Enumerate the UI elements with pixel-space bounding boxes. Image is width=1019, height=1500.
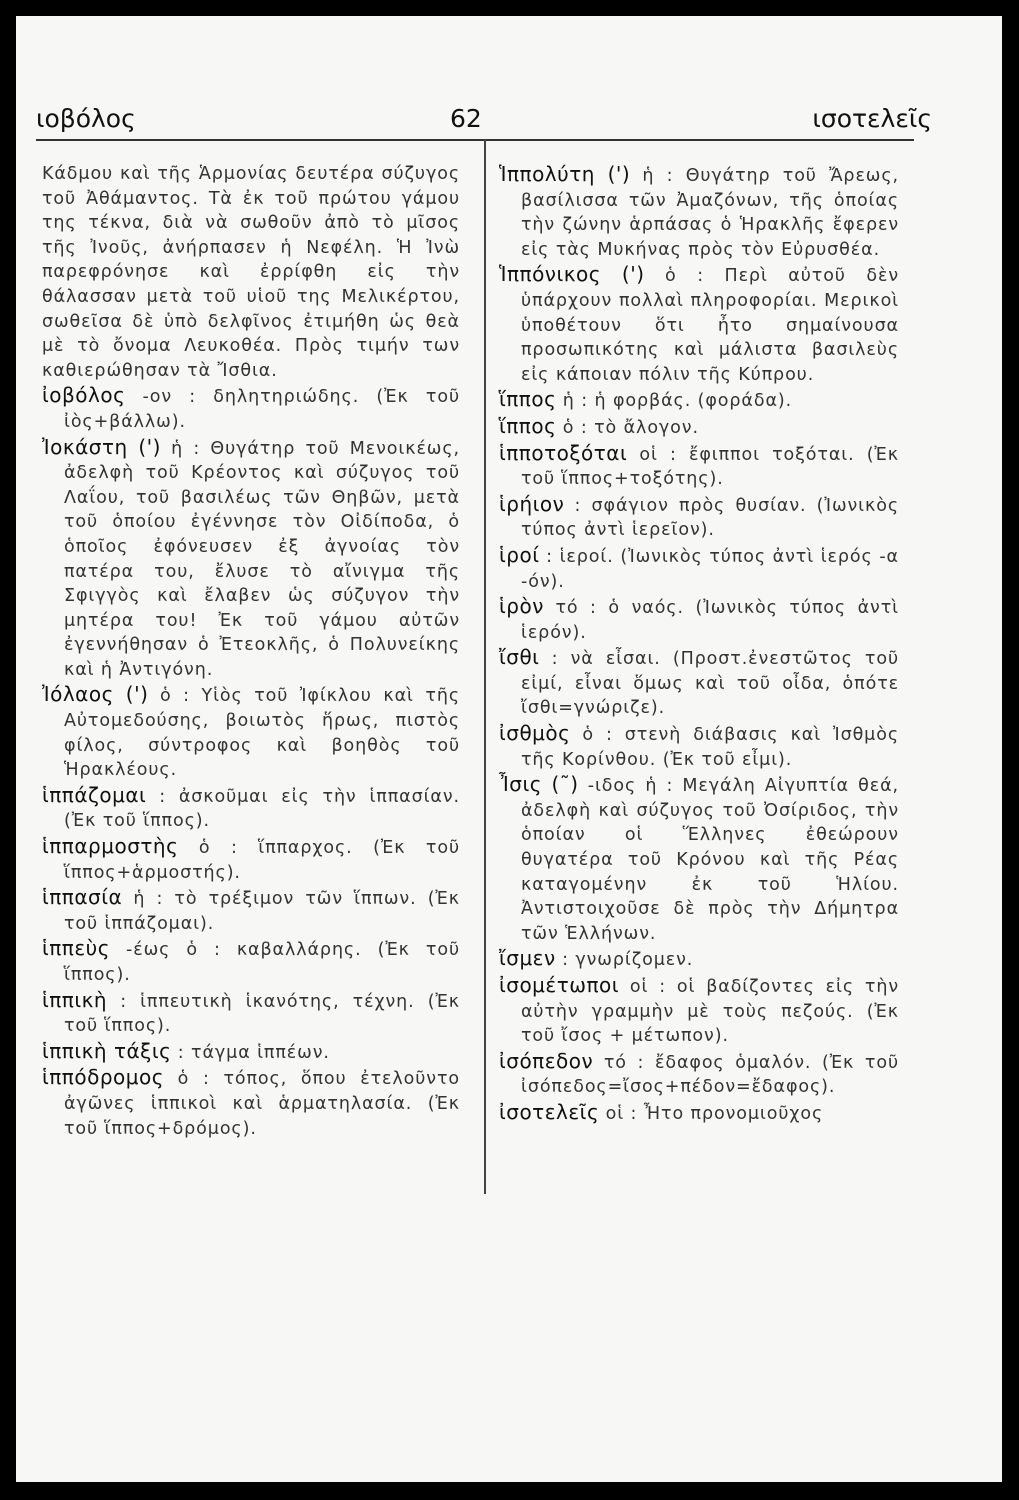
column-divider (484, 139, 486, 1194)
entry-definition: : γνωρίζομεν. (555, 950, 694, 971)
dictionary-entry (499, 645, 899, 721)
entry-headword: ἱππαρμοστὴς (42, 834, 179, 859)
left-column (42, 162, 460, 1141)
entry-headword: Ἱππόνικος (') (499, 262, 645, 287)
entry-headword: ἱροί (499, 542, 540, 567)
dictionary-entry (42, 1065, 460, 1141)
entry-definition: ἡ : ἡ φορβάς. (φοράδα). (556, 391, 793, 412)
dictionary-entry (42, 885, 460, 936)
dictionary-entry (499, 441, 899, 492)
dictionary-entry (42, 936, 460, 987)
entry-definition: : ἀσκοῦμαι εἰς τὴν ἱππασίαν. (Ἐκ τοῦ ἵππος). (64, 786, 460, 832)
entry-definition: : νὰ εἶσαι. (Προστ.ἐνεστῶτος τοῦ εἰμί, εἶναι ὅμως καὶ τοῦ οἶδα, ὁπότε ἴσθι=γνώριζε). (521, 649, 899, 719)
entry-definition: -έως ὁ : καβαλλάρης. (Ἐκ τοῦ ἵππος). (64, 940, 460, 985)
dictionary-entry (499, 162, 899, 262)
entry-headword: Ἶσις (˜) (499, 772, 579, 797)
entry-headword: ἴσμεν (499, 946, 556, 971)
entry-headword: ἱππόδρομος (42, 1065, 164, 1090)
page-number: 62 (450, 104, 482, 133)
entry-headword: ἰσομέτωποι (499, 973, 620, 997)
dictionary-entry (42, 682, 460, 782)
entry-definition: τό : ἔδαφος ὁμαλόν. (Ἐκ τοῦ ἰσόπεδος=ἴσος+πέδον=ἔδαφος). (521, 1052, 899, 1098)
entry-definition: -ιδος ἡ : Μεγάλη Αἰγυπτία θεά, ἀδελφὴ καὶ σύζυγος τοῦ Ὀσίριδος, τὴν ὁποίαν οἱ Ἕλληνες ἐθεώρουν θυγατέρα τοῦ Κρόνου καὶ τῆς Ρέας καταγομένην ἐκ τοῦ Ἡλίου. Ἀντιστοιχοῦσε δὲ πρὸς τὴν Δήμητρα τῶν Ἑλλήνων. (521, 776, 899, 944)
dictionary-entry (499, 262, 899, 387)
entry-headword: ἰσόπεδον (499, 1048, 594, 1073)
entry-definition: ὁ : Περὶ αὐτοῦ δὲν ὑπάρχουν πολλαὶ πληροφορίαι. Μερικοὶ ὑποθέτουν ὅτι ἦτο σημαίνουσα προσωπικότης καὶ μάλιστα βασιλεὺς εἰς κάποιαν πόλιν τῆς Κύπρου. (521, 266, 899, 385)
entry-definition: ὁ : τὸ ἄλογον. (556, 417, 699, 438)
dictionary-page (16, 16, 1002, 1482)
entry-headword: ἱππικὴ τάξις (42, 1038, 172, 1063)
entry-definition: ἡ : Θυγάτηρ τοῦ Μενοικέως, ἀδελφὴ τοῦ Κρέοντος καὶ σύζυγος τοῦ Λαΐου, τοῦ βασιλέως τῶν Θηβῶν, μετὰ τοῦ ὁποίου ἐγέννησε τὸν Οἰδίποδα, ὁ ὁποῖος ἐφόνευσεν ἐξ ἀγνοίας τὸν πατέρα του, ἔλυσε τὸ αἴνιγμα τῆς Σφιγγὸς καὶ ἔλαβεν ὡς σύζυγον τὴν μητέρα του! Ἐκ τοῦ γάμου αὐτῶν ἐγεννήθησαν ὁ Ἐτεοκλῆς, ὁ Πολυνείκης καὶ ἡ Ἀντιγόνη. (64, 438, 460, 680)
entry-headword: Ἰοκάστη (') (42, 434, 161, 459)
entry-definition: : σφάγιον πρὸς θυσίαν. (Ἰωνικὸς τύπος ἀντὶ ἱερεῖον). (521, 495, 899, 541)
dictionary-entry (499, 414, 899, 441)
entry-headword: ἰοβόλος (42, 383, 126, 408)
entry-headword: ἰσοτελεῖς (499, 1099, 600, 1124)
entry-headword: ἱππικὴ (42, 987, 108, 1012)
dictionary-entry (499, 973, 899, 1049)
entry-definition: ὁ : ἵππαρχος. (Ἐκ τοῦ ἵππος+ἁρμοστής). (64, 838, 460, 883)
dictionary-entry (499, 946, 899, 973)
entry-headword: ἵππος (499, 413, 557, 438)
dictionary-entry (42, 435, 460, 683)
dictionary-entry (499, 721, 899, 772)
dictionary-entry (499, 543, 899, 594)
running-head-last-word: ισοτελεῖς (812, 104, 932, 133)
header-rule (36, 139, 914, 141)
dictionary-entry (499, 492, 899, 543)
right-column (499, 162, 899, 1127)
dictionary-entry (42, 783, 460, 834)
entry-headword: ἱρήιον (499, 491, 565, 516)
dictionary-entry (499, 594, 899, 645)
entry-headword: ἱππάζομαι (42, 782, 147, 807)
entry-headword: ἱππεὺς (42, 936, 110, 961)
entry-definition: ὁ : τόπος, ὅπου ἐτελοῦντο ἀγῶνες ἱππικοὶ καὶ ἁρματηλασία. (Ἐκ τοῦ ἵππος+δρόμος). (64, 1069, 460, 1139)
entry-definition: οἱ : Ἦτο προνομιοῦχος (599, 1103, 824, 1124)
continued-entry-text: Κάδμου καὶ τῆς Ἁρμονίας δευτέρα σύζυγος τοῦ Ἀθάμαντος. Τὰ ἐκ τοῦ πρώτου γάμου της τέκνα, διὰ νὰ σωθοῦν ἀπὸ τὸ μῖσος τῆς Ἰνοῦς, ἀνήρπασεν ἡ Νεφέλη. Ἡ Ἰνὼ παρεφρόνησε καὶ ἐρρίφθη εἰς τὴν θάλασσαν μετὰ τοῦ υἱοῦ της Μελικέρτου, σωθεῖσα δὲ ὑπὸ δελφῖνος ἐτιμήθη ὡς θεὰ μὲ τὸ ὄνομα Λευκοθέα. Πρὸς τιμήν των καθιερώθησαν τὰ Ἴσθια. (42, 164, 460, 381)
dictionary-entry (499, 387, 899, 414)
entry-definition: : ἱεροί. (Ἰωνικὸς τύπος ἀντὶ ἱερός -α -όν). (521, 546, 899, 592)
dictionary-entry (499, 1100, 899, 1127)
running-head-first-word: ιοβόλος (36, 104, 136, 133)
left-entries (42, 383, 460, 1141)
entry-headword: Ἰόλαος (') (42, 682, 149, 707)
entry-headword: ἵππος (499, 387, 557, 412)
entry-definition: ἡ : τὸ τρέξιμον τῶν ἵππων. (Ἐκ τοῦ ἱππάζομαι). (64, 889, 460, 934)
dictionary-entry (42, 834, 460, 885)
dictionary-entry (42, 1039, 460, 1066)
entry-headword: ἱπποτοξόται (499, 440, 628, 465)
entry-definition: τό : ὁ ναός. (Ἰωνικὸς τύπος ἀντὶ ἱερόν). (521, 598, 899, 643)
entry-headword: ἴσθι (499, 645, 540, 670)
entry-definition: οἱ : οἱ βαδίζοντες εἰς τὴν αὐτὴν γραμμὴν μὲ τοὺς πεζούς. (Ἐκ τοῦ ἴσος + μέτωπον). (521, 977, 899, 1047)
dictionary-entry (42, 988, 460, 1039)
entry-definition: : τάγμα ἱππέων. (171, 1042, 330, 1063)
entry-definition: οἱ : ἔφιπποι τοξόται. (Ἐκ τοῦ ἵππος+τοξότης). (521, 444, 899, 490)
entry-headword: Ἱππολύτη (') (499, 162, 631, 186)
dictionary-entry (499, 772, 899, 946)
dictionary-entry (42, 383, 460, 434)
dictionary-entry (499, 1049, 899, 1100)
entry-definition: : ἱππευτικὴ ἱκανότης, τέχνη. (Ἐκ τοῦ ἵππος). (64, 991, 460, 1037)
entry-headword: ἱρὸν (499, 594, 544, 619)
entry-definition: ὁ : στενὴ διάβασις καὶ Ἰσθμὸς τῆς Κορίνθου. (Ἐκ τοῦ εἶμι). (521, 725, 899, 770)
entry-definition: ἡ : Θυγάτηρ τοῦ Ἄρεως, βασίλισσα τῶν Ἀμαζόνων, τῆς ὁποίας τὴν ζώνην ἁρπάσας ὁ Ἡρακλῆς ἔφερεν εἰς τὰς Μυκήνας πρὸς τὸν Εὐρυσθέα. (521, 166, 899, 260)
entry-definition: ὁ : Υἱὸς τοῦ Ἰφίκλου καὶ τῆς Αὐτομεδούσης, βοιωτὸς ἥρως, πιστὸς φίλος, σύντροφος καὶ βοηθὸς τοῦ Ἡρακλέους. (64, 686, 460, 781)
entry-definition: -ον : δηλητηριώδης. (Ἐκ τοῦ ἰὸς+βάλλω). (64, 387, 460, 432)
entry-headword: ἰσθμὸς (499, 721, 571, 746)
entry-headword: ἱππασία (42, 885, 123, 910)
